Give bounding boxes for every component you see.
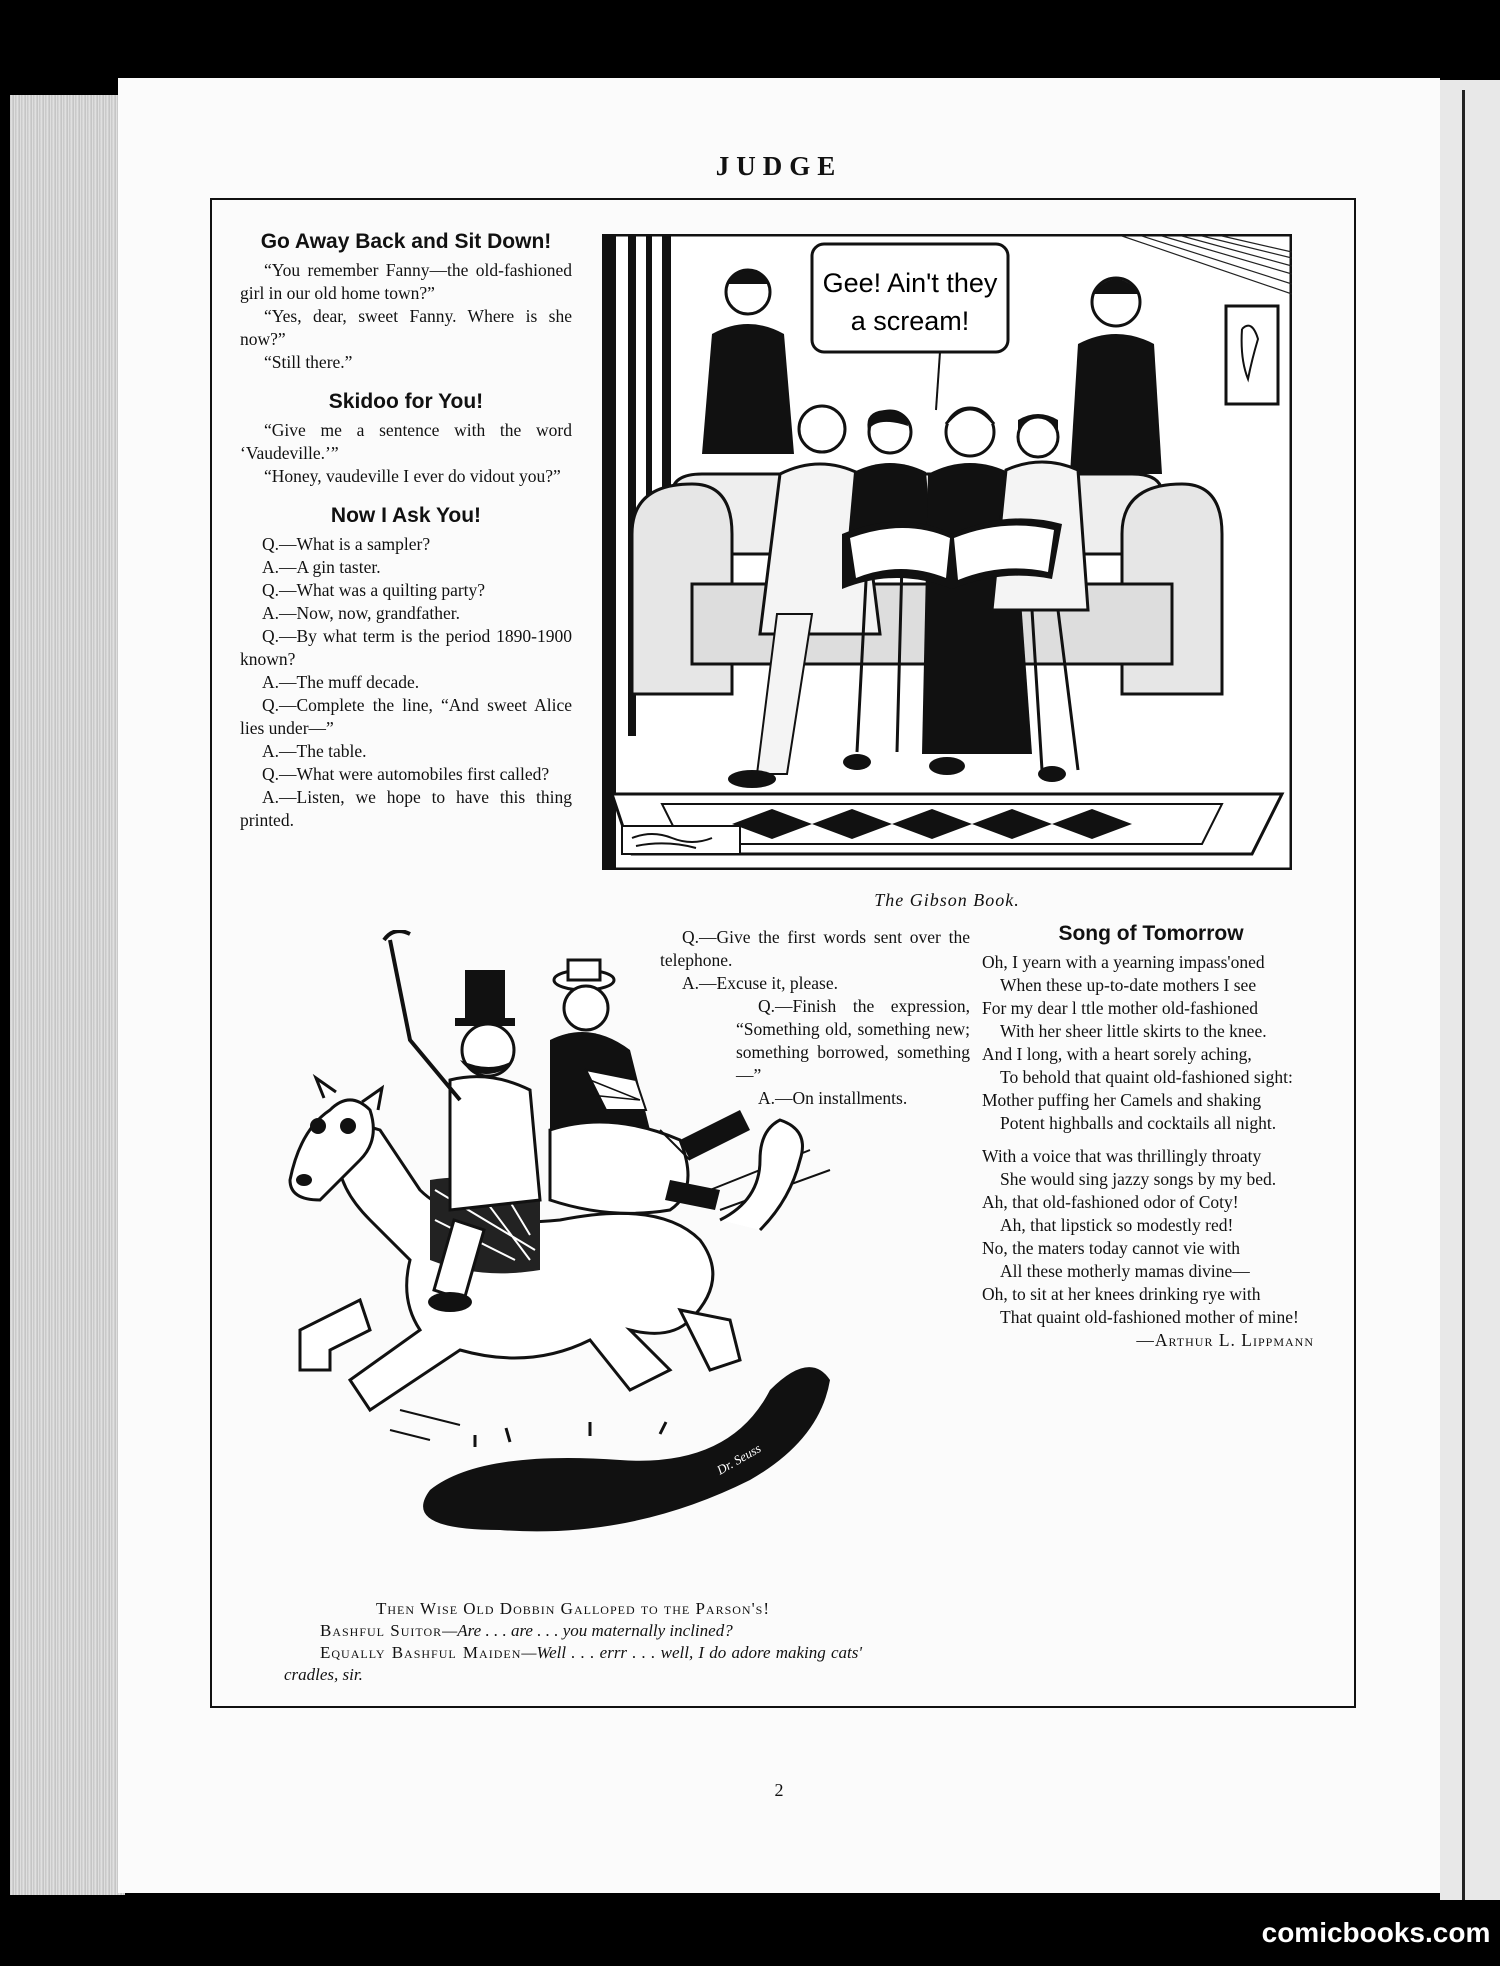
qa-line: Q.—What were automobiles first called?: [262, 764, 550, 784]
cartoon-horse-illustration: [250, 930, 860, 1590]
joke-line: “Yes, dear, sweet Fanny. Where is she now?”: [240, 306, 572, 349]
cartoon-gibson-book: [602, 234, 1292, 870]
poem-line: Potent highballs and cocktails all night.: [1000, 1113, 1277, 1133]
qa-line: Q.—What was a quilting party?: [262, 580, 486, 600]
cartoonist-signature: Dr. Seuss: [714, 1440, 764, 1478]
poem-author: —Arthur L. Lippmann: [1136, 1330, 1314, 1350]
qa-line: Q.—By what term is the period 1890-1900 known?: [240, 626, 572, 669]
poem-line: With a voice that was thrillingly throaty: [982, 1146, 1262, 1166]
poem-line: No, the maters today cannot vie with: [982, 1238, 1241, 1258]
caption-speaker: Bashful Suitor: [320, 1621, 443, 1640]
joke-heading: Go Away Back and Sit Down!: [260, 230, 552, 253]
magazine-page: [118, 78, 1440, 1893]
poem-line: She would sing jazzy songs by my bed.: [1000, 1169, 1277, 1189]
speech-bubble-line2: a scream!: [850, 306, 970, 336]
book-page-edges-right: [1440, 80, 1500, 1920]
caption-text: —Are . . . are . . . you maternally inclined?: [442, 1621, 733, 1640]
poem-line: With her sheer little skirts to the knee.: [1000, 1021, 1267, 1041]
caption-title: Then Wise Old Dobbin Galloped to the Parson's!: [376, 1599, 770, 1618]
poem-line: Ah, that lipstick so modestly red!: [1000, 1215, 1234, 1235]
poem-stanza: [982, 1145, 1320, 1329]
poem-line: Oh, to sit at her knees drinking rye with: [982, 1284, 1261, 1304]
caption-speaker: Equally Bashful Maiden: [320, 1643, 522, 1662]
joke-heading: Skidoo for You!: [328, 390, 484, 413]
site-badge: comicbooks.com: [1252, 1900, 1500, 1966]
poem-line: For my dear l ttle mother old-fashioned: [982, 998, 1259, 1018]
qa-line: A.—The muff decade.: [262, 672, 420, 692]
poem-stanza: [982, 951, 1320, 1135]
caption-text: —Well . . . errr . . . well, I do adore making cats' cradles, sir.: [284, 1643, 862, 1684]
poem-line: And I long, with a heart sorely aching,: [982, 1044, 1252, 1064]
cartoon-illustration: [602, 234, 1292, 870]
qa-line: A.—Listen, we hope to have this thing printed.: [240, 787, 572, 830]
qa-line: Q.—What is a sampler?: [262, 534, 431, 554]
poem-line: Oh, I yearn with a yearning impass'oned: [982, 952, 1265, 972]
qa-line: Q.—Finish the expression, “Something old, something new; something borrowed, something—”: [736, 996, 970, 1085]
qa-line: A.—Now, now, grandfather.: [262, 603, 460, 623]
qa-line: Q.—Complete the line, “And sweet Alice lies under—”: [240, 695, 572, 738]
cartoon-dobbin: [250, 930, 860, 1590]
poem-column: [982, 922, 1320, 1352]
qa-line: A.—The table.: [262, 741, 367, 761]
joke-line: “Still there.”: [264, 352, 353, 372]
qa-line: A.—Excuse it, please.: [682, 973, 838, 993]
cartoon-bottom-caption: [284, 1598, 862, 1686]
masthead-title: JUDGE: [715, 151, 843, 181]
content-frame: [210, 198, 1356, 1708]
speech-bubble-line1: Gee! Ain't they: [822, 268, 998, 298]
qa-list: [240, 533, 572, 832]
poem-line: Ah, that old-fashioned odor of Coty!: [982, 1192, 1239, 1212]
poem-line: All these motherly mamas divine—: [1000, 1261, 1250, 1281]
poem-line: To behold that quaint old-fashioned sight:: [1000, 1067, 1293, 1087]
poem-title: Song of Tomorrow: [1058, 922, 1244, 945]
qa-line: Q.—Give the first words sent over the telephone.: [660, 927, 970, 970]
poem-line: That quaint old-fashioned mother of mine!: [1000, 1307, 1299, 1327]
poem-line: When these up-to-date mothers I see: [1000, 975, 1257, 995]
left-column: [240, 218, 572, 832]
joke-line: “Honey, vaudeville I ever do vidout you?”: [264, 466, 561, 486]
poem-line: Mother puffing her Camels and shaking: [982, 1090, 1262, 1110]
joke-line: “You remember Fanny—the old-fashioned girl in our old home town?”: [240, 260, 572, 303]
cartoon-caption: The Gibson Book.: [874, 890, 1020, 910]
book-page-edges-left: [10, 95, 125, 1895]
qa-line: A.—On installments.: [758, 1088, 908, 1108]
qa-line: A.—A gin taster.: [262, 557, 381, 577]
qa-heading: Now I Ask You!: [330, 504, 482, 527]
joke-line: “Give me a sentence with the word ‘Vaudeville.’”: [240, 420, 572, 463]
page-number: 2: [774, 1780, 784, 1800]
